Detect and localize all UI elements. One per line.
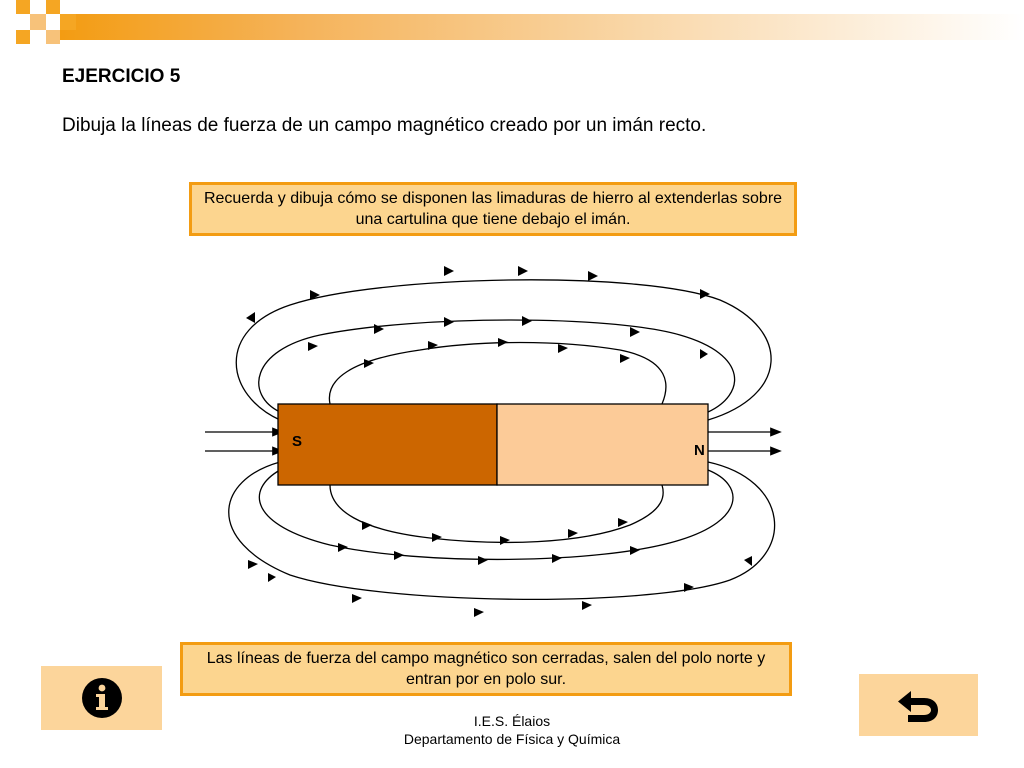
- footer-department: Departamento de Física y Química: [403, 731, 621, 747]
- footer: [330, 712, 694, 748]
- field-line: [236, 280, 771, 420]
- field-arrow: [498, 338, 508, 347]
- field-arrow: [362, 521, 372, 530]
- magnet-north-pole: [497, 404, 708, 485]
- field-arrow: [444, 317, 454, 327]
- return-button[interactable]: [859, 674, 978, 736]
- field-arrow: [700, 349, 708, 359]
- field-arrow: [630, 327, 640, 337]
- magnet-south-pole: [278, 404, 497, 485]
- field-arrow: [432, 533, 442, 542]
- field-arrow: [588, 271, 598, 281]
- info-icon: [80, 676, 124, 720]
- field-line: [329, 343, 666, 405]
- info-button[interactable]: [41, 666, 162, 730]
- field-arrow: [338, 543, 348, 552]
- field-arrow: [246, 312, 255, 323]
- field-arrow: [700, 289, 710, 299]
- field-arrow: [552, 554, 562, 563]
- field-arrow: [474, 608, 484, 617]
- south-pole-label: S: [292, 433, 303, 450]
- field-arrow: [568, 529, 578, 538]
- field-arrow: [394, 551, 404, 560]
- field-arrow: [308, 342, 318, 351]
- field-arrow: [478, 556, 488, 565]
- field-arrow: [522, 316, 532, 326]
- field-arrow: [684, 583, 694, 592]
- exercise-title: EJERCICIO 5: [62, 66, 181, 87]
- field-arrow: [620, 354, 630, 363]
- field-arrow: [500, 536, 510, 545]
- field-arrow: [248, 560, 258, 569]
- field-line: [259, 320, 735, 412]
- conclusion-box: [180, 642, 792, 696]
- return-arrow-icon: [894, 682, 944, 728]
- field-arrow: [630, 546, 640, 555]
- exercise-instruction: Dibuja la líneas de fuerza de un campo magnético creado por un imán recto.: [62, 115, 707, 136]
- field-arrow: [558, 344, 568, 353]
- field-arrow: [744, 556, 752, 566]
- field-arrow: [518, 266, 528, 276]
- field-line: [330, 485, 663, 542]
- hint-text: Recuerda y dibuja cómo se disponen las limaduras de hierro al extenderlas sobre una cartulina que tiene debajo el imán.: [203, 190, 783, 228]
- conclusion-text: Las líneas de fuerza del campo magnético son cerradas, salen del polo norte y entran por en polo sur.: [206, 650, 766, 688]
- footer-school: I.E.S. Élaios: [473, 713, 551, 729]
- field-arrow: [582, 601, 592, 610]
- field-arrow: [268, 573, 276, 582]
- field-arrow: [444, 266, 454, 276]
- field-arrow: [352, 594, 362, 603]
- north-pole-label: N: [694, 442, 705, 459]
